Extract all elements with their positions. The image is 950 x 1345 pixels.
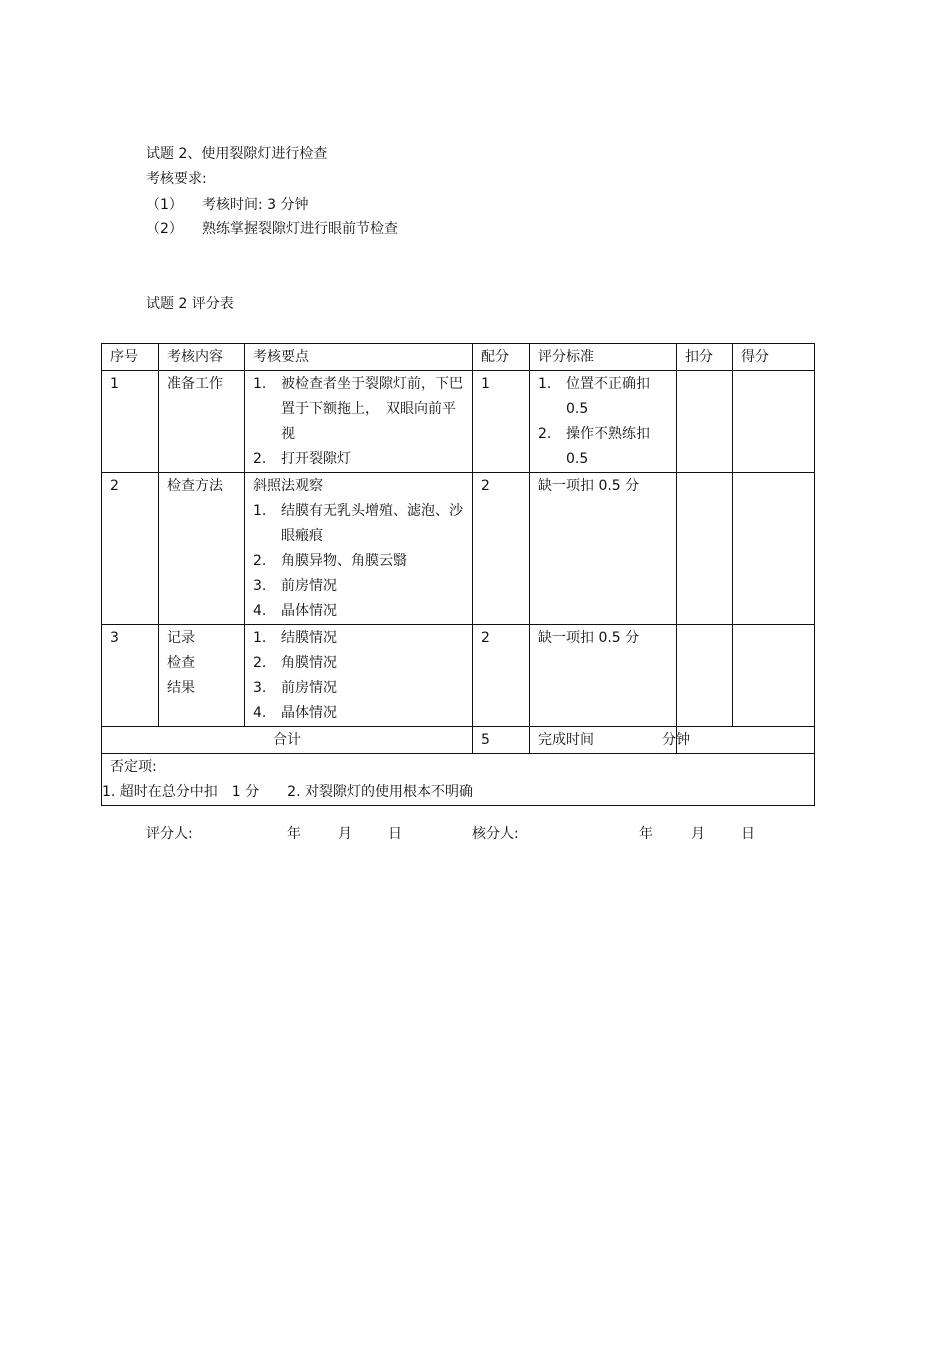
row-got: [733, 473, 815, 625]
item-number: 2.: [253, 655, 267, 671]
row-deduct: [677, 473, 733, 625]
requirement-text: 考核时间: 3 分钟: [202, 197, 309, 213]
list-item: [253, 651, 472, 676]
row-criteria: 缺一项扣 0.5 分: [530, 473, 677, 625]
item-number: 2.: [253, 451, 267, 467]
row-content: [159, 473, 245, 625]
item-text: 结膜有无乳头增殖、滤泡、沙眼瘢痕: [281, 503, 463, 544]
veto-text: 1. 超时在总分中扣 1 分 2. 对裂隙灯的使用根本不明确: [102, 784, 473, 800]
row-deduct: [677, 625, 733, 727]
total-score: 5: [473, 727, 530, 754]
completion-time-unit: 分钟: [662, 732, 690, 748]
scorer-day: 日: [388, 826, 402, 842]
item-number: 2.: [253, 553, 267, 569]
scorer-label: 评分人:: [146, 826, 193, 842]
row-deduct: [677, 371, 733, 473]
item-number: 1.: [253, 503, 267, 519]
list-item: [253, 447, 472, 472]
requirement-number: （1）: [146, 197, 183, 213]
column-header: 得分: [733, 344, 815, 371]
scorer-month: 月: [338, 826, 352, 842]
item-number: 4.: [253, 603, 267, 619]
requirement-item: [146, 219, 398, 239]
row-seq: 2: [102, 473, 159, 625]
row-criteria: [530, 371, 677, 473]
row-points: [245, 371, 473, 473]
row-points: [245, 473, 473, 625]
item-text: 前房情况: [281, 680, 337, 696]
requirement-item: [146, 195, 309, 215]
row-seq: 3: [102, 625, 159, 727]
list-item: [253, 676, 472, 701]
item-text: 被检查者坐于裂隙灯前，下巴置于下额拖上， 双眼向前平视: [281, 376, 463, 442]
item-text: 角膜异物、角膜云翳: [281, 553, 407, 569]
column-header: 扣分: [677, 344, 733, 371]
column-header: 配分: [473, 344, 530, 371]
checker-day: 日: [741, 826, 755, 842]
content-line: 检查: [167, 655, 195, 671]
row-score: 2: [473, 473, 530, 625]
table-row: [102, 371, 815, 473]
item-number: 3.: [253, 680, 267, 696]
list-item: [538, 422, 676, 472]
table-header-row: [102, 344, 815, 371]
item-text: 结膜情况: [281, 630, 337, 646]
row-score: 2: [473, 625, 530, 727]
item-text: 位置不正确扣0.5: [566, 376, 650, 417]
column-header: 考核内容: [159, 344, 245, 371]
item-number: 1.: [538, 376, 552, 392]
points-intro: 斜照法观察: [253, 478, 323, 494]
item-text: 操作不熟练扣0.5: [566, 426, 650, 467]
scoring-table: [101, 343, 815, 806]
checker-year: 年: [639, 826, 653, 842]
completion-time: [530, 727, 690, 754]
row-seq: 1: [102, 371, 159, 473]
item-number: 1.: [253, 376, 267, 392]
list-item: [253, 372, 472, 447]
requirements-heading: 考核要求:: [146, 171, 207, 187]
item-number: 1.: [253, 630, 267, 646]
total-blank: [677, 727, 815, 754]
completion-time-label: 完成时间: [538, 732, 594, 748]
total-row: [102, 727, 815, 754]
table-title: 试题 2 评分表: [146, 296, 234, 312]
row-criteria: 缺一项扣 0.5 分: [530, 625, 677, 727]
content-line: 记录: [167, 630, 195, 646]
exam-title: 试题 2、使用裂隙灯进行检查: [146, 146, 328, 162]
scorer-year: 年: [287, 826, 301, 842]
checker-month: 月: [691, 826, 705, 842]
column-header: 序号: [102, 344, 159, 371]
list-item: [253, 499, 472, 549]
row-content: [159, 371, 245, 473]
row-got: [733, 371, 815, 473]
item-text: 晶体情况: [281, 603, 337, 619]
item-number: 4.: [253, 705, 267, 721]
table-row: [102, 625, 815, 727]
list-item: [538, 372, 676, 422]
item-number: 2.: [538, 426, 552, 442]
row-score: 1: [473, 371, 530, 473]
list-item: [253, 574, 472, 599]
column-header: 考核要点: [245, 344, 473, 371]
list-item: [253, 701, 472, 726]
content-line: 结果: [167, 680, 195, 696]
content-line: 准备工作: [167, 376, 223, 392]
column-header: 评分标准: [530, 344, 677, 371]
item-text: 角膜情况: [281, 655, 337, 671]
list-item: [253, 549, 472, 574]
requirement-number: （2）: [146, 221, 183, 237]
list-item: [253, 599, 472, 624]
total-label: 合计: [102, 727, 473, 754]
veto-row: [102, 754, 815, 806]
table-row: [102, 473, 815, 625]
item-text: 打开裂隙灯: [281, 451, 351, 467]
row-content: [159, 625, 245, 727]
row-points: [245, 625, 473, 727]
content-line: 检查方法: [167, 478, 223, 494]
item-text: 前房情况: [281, 578, 337, 594]
veto-cell: [102, 754, 815, 806]
item-number: 3.: [253, 578, 267, 594]
veto-heading: 否定项:: [110, 759, 157, 775]
requirement-text: 熟练掌握裂隙灯进行眼前节检查: [202, 221, 398, 237]
item-text: 晶体情况: [281, 705, 337, 721]
checker-label: 核分人:: [472, 826, 519, 842]
list-item: [253, 626, 472, 651]
row-got: [733, 625, 815, 727]
